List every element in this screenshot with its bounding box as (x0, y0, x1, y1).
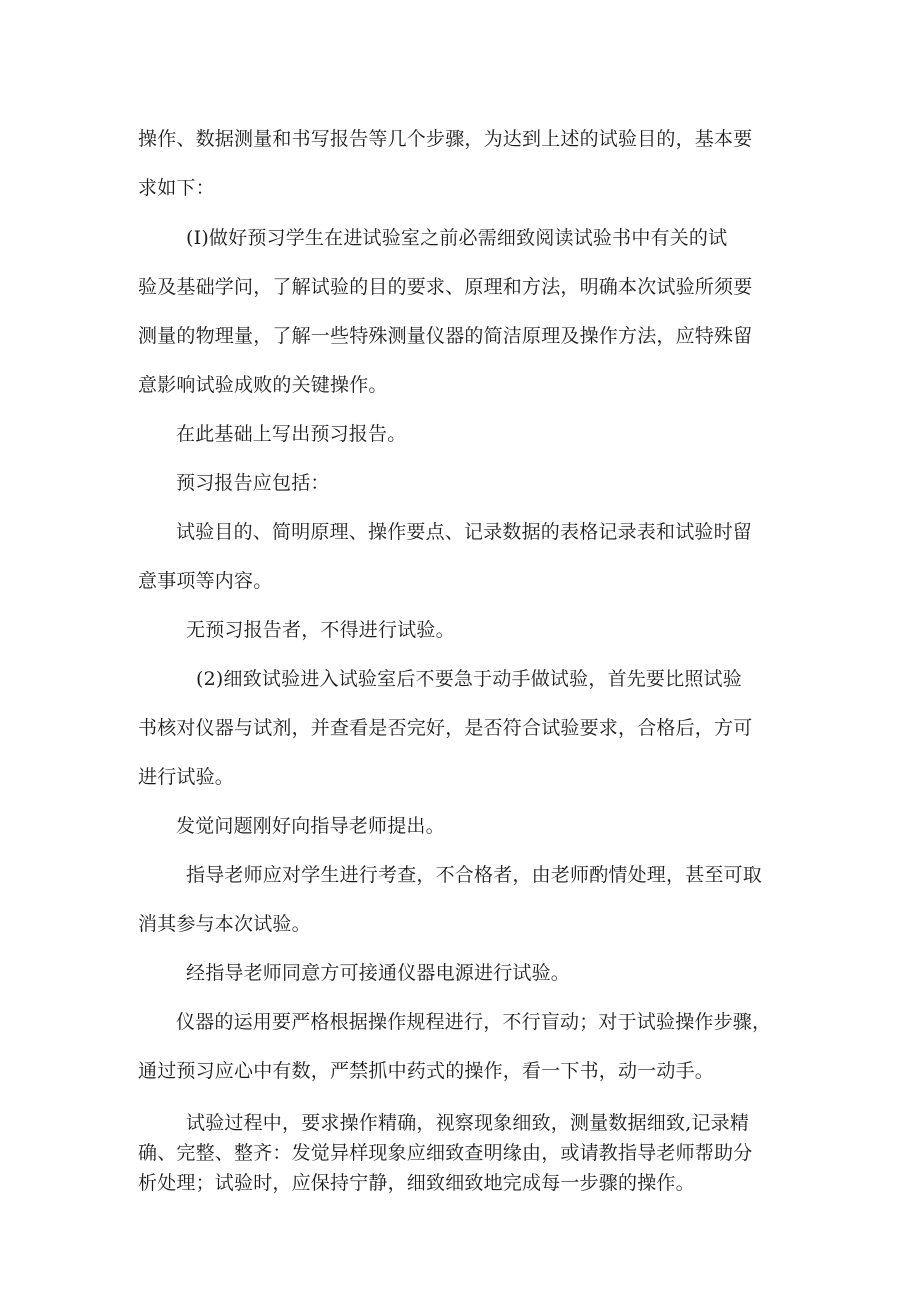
text-line: 求如下： (138, 177, 215, 199)
text-line: 验及基础学问，了解试验的目的要求、原理和方法，明确本次试验所须要 (138, 276, 753, 298)
text-line: 在此基础上写出预习报告。 (176, 423, 407, 445)
text-line: 测量的物理量，了解一些特殊测量仪器的简洁原理及操作方法，应特殊留 (138, 325, 753, 347)
text-line: 无预习报告者，不得进行试验。 (186, 619, 455, 641)
text-line: 书核对仪器与试剂，并查看是否完好，是否符合试验要求，合格后，方可 (138, 717, 753, 739)
text-line: 确、完整、整齐：发觉异样现象应细致查明缘由，或请教指导老师帮助分 (138, 1142, 753, 1164)
text-line: (I)做好预习学生在进试验室之前必需细致阅读试验书中有关的试 (186, 227, 728, 249)
text-line: 操作、数据测量和书写报告等几个步骤，为达到上述的试验目的，基本要 (138, 128, 753, 150)
text-line: 析处理；试验时，应保持宁静，细致细致地完成每一步骤的操作。 (138, 1172, 695, 1194)
text-line: 指导老师应对学生进行考查，不合格者，由老师酌情处理，甚至可取 (186, 864, 763, 886)
text-line: 预习报告应包括： (176, 472, 330, 494)
text-line: 通过预习应心中有数，严禁抓中药式的操作，看一下书，动一动手。 (138, 1060, 715, 1082)
text-line: 经指导老师同意方可接通仪器电源进行试验。 (186, 962, 571, 984)
text-line: 意影响试验成败的关键操作。 (138, 374, 388, 396)
text-line: 仪器的运用要严格根据操作规程进行，不行盲动；对于试验操作步骤， (176, 1011, 772, 1033)
text-line: 试验过程中，要求操作精确，视察现象细致，测量数据细致,记录精 (186, 1112, 750, 1134)
text-line: 发觉问题刚好向指导老师提出。 (176, 815, 445, 837)
text-line: 试验目的、简明原理、操作要点、记录数据的表格记录表和试验时留 (176, 521, 753, 543)
text-line: 意事项等内容。 (138, 570, 273, 592)
text-line: 进行试验。 (138, 766, 235, 788)
text-line: (2)细致试验进入试验室后不要急于动手做试验，首先要比照试验 (196, 668, 742, 690)
text-line: 消其参与本次试验。 (138, 913, 311, 935)
